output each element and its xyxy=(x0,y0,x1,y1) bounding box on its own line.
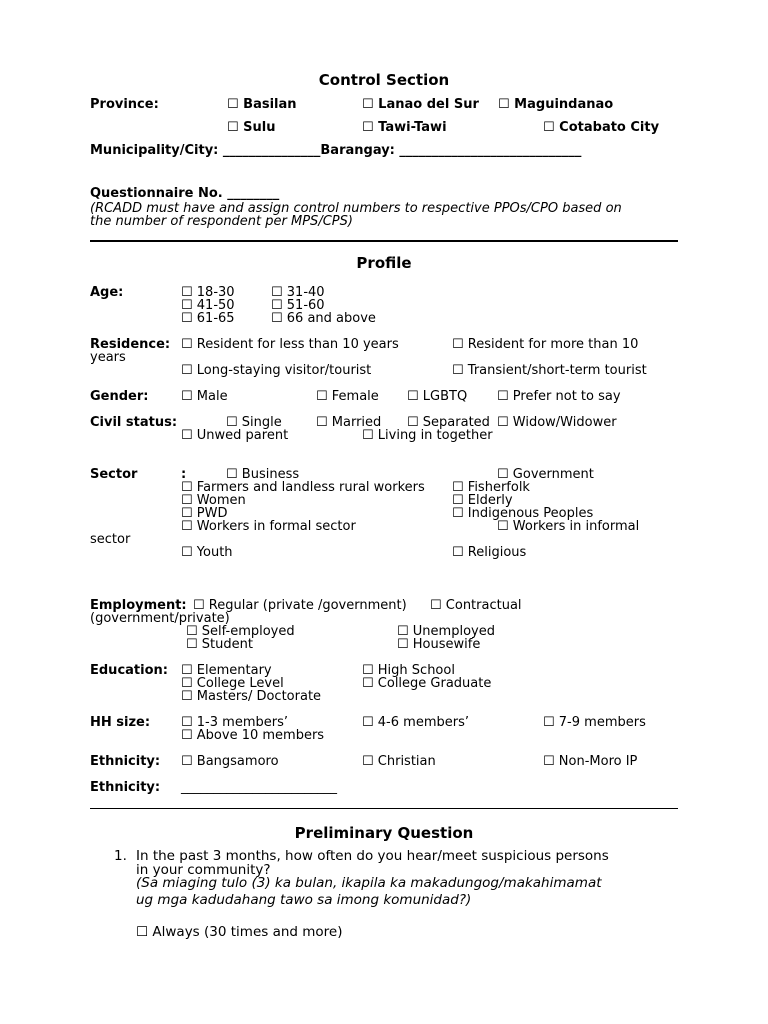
civil-option-widow[interactable]: ☐ Widow/Widower xyxy=(497,415,617,430)
age-label: Age: xyxy=(90,285,124,300)
ethnicity-option-christian[interactable]: ☐ Christian xyxy=(362,754,436,769)
sector-option-women[interactable]: ☐ Women xyxy=(181,493,246,508)
sector-option-pwd[interactable]: ☐ PWD xyxy=(181,506,228,521)
municipality-barangay-line[interactable]: Municipality/City: _______________Barangay: ____________________________ xyxy=(90,143,582,158)
sector-option-informal-wrap: sector xyxy=(90,532,131,547)
education-option-elementary[interactable]: ☐ Elementary xyxy=(181,663,272,678)
gender-option-male[interactable]: ☐ Male xyxy=(181,389,228,404)
sector-option-elderly[interactable]: ☐ Elderly xyxy=(452,493,513,508)
civil-option-single[interactable]: ☐ Single xyxy=(226,415,282,430)
residence-option-less-10[interactable]: ☐ Resident for less than 10 years xyxy=(181,337,399,352)
age-option-31-40[interactable]: ☐ 31-40 xyxy=(271,285,325,300)
ethnicity-label: Ethnicity: xyxy=(90,754,161,769)
profile-title: Profile xyxy=(356,254,412,272)
employment-label: Employment: xyxy=(90,598,187,613)
age-option-51-60[interactable]: ☐ 51-60 xyxy=(271,298,325,313)
questionnaire-number-line[interactable]: Questionnaire No. ________ xyxy=(90,186,280,201)
sector-option-business[interactable]: ☐ Business xyxy=(226,467,300,482)
control-section-title: Control Section xyxy=(318,71,450,89)
province-option-basilan[interactable]: ☐ Basilan xyxy=(227,97,297,112)
ethnicity-other-label: Ethnicity: xyxy=(90,780,161,795)
ethnicity-option-non-moro-ip[interactable]: ☐ Non-Moro IP xyxy=(543,754,638,769)
sector-option-religious[interactable]: ☐ Religious xyxy=(452,545,527,560)
education-option-high-school[interactable]: ☐ High School xyxy=(362,663,455,678)
civil-option-married[interactable]: ☐ Married xyxy=(316,415,382,430)
employment-option-contractual[interactable]: ☐ Contractual xyxy=(430,598,522,613)
civil-option-unwed[interactable]: ☐ Unwed parent xyxy=(181,428,289,443)
section-divider-2 xyxy=(90,808,678,809)
residence-option-transient[interactable]: ☐ Transient/short-term tourist xyxy=(452,363,647,378)
residence-option-more-10[interactable]: ☐ Resident for more than 10 xyxy=(452,337,639,352)
hh-size-option-4-6[interactable]: ☐ 4-6 members’ xyxy=(362,715,469,730)
age-option-61-65[interactable]: ☐ 61-65 xyxy=(181,311,235,326)
preliminary-title: Preliminary Question xyxy=(294,824,474,842)
sector-option-informal[interactable]: ☐ Workers in informal xyxy=(497,519,640,534)
residence-label: Residence: xyxy=(90,337,171,352)
civil-option-living-together[interactable]: ☐ Living in together xyxy=(362,428,493,443)
employment-option-self-employed[interactable]: ☐ Self-employed xyxy=(186,624,295,639)
question-1-option-always[interactable]: ☐ Always (30 times and more) xyxy=(136,924,343,940)
ethnicity-other-blank[interactable]: ________________________ xyxy=(181,780,337,795)
control-note-line-1: (RCADD must have and assign control numbers to respective PPOs/CPO based on xyxy=(90,201,622,216)
province-option-lanao-del-sur[interactable]: ☐ Lanao del Sur xyxy=(362,97,479,112)
question-1-translation-1: (Sa miaging tulo (3) ka bulan, ikapila ka makadungog/makahimamat xyxy=(136,875,602,891)
province-option-tawi-tawi[interactable]: ☐ Tawi-Tawi xyxy=(362,120,447,135)
province-label: Province: xyxy=(90,97,159,112)
hh-size-option-1-3[interactable]: ☐ 1-3 members’ xyxy=(181,715,288,730)
residence-option-more-10-wrap: years xyxy=(90,350,126,365)
age-option-18-30[interactable]: ☐ 18-30 xyxy=(181,285,235,300)
employment-option-housewife[interactable]: ☐ Housewife xyxy=(397,637,481,652)
province-option-sulu[interactable]: ☐ Sulu xyxy=(227,120,276,135)
question-1-line-1: In the past 3 months, how often do you hear/meet suspicious persons xyxy=(136,848,609,864)
employment-option-student[interactable]: ☐ Student xyxy=(186,637,253,652)
employment-option-contractual-wrap: (government/private) xyxy=(90,611,230,626)
education-option-college-level[interactable]: ☐ College Level xyxy=(181,676,284,691)
province-option-cotabato-city[interactable]: ☐ Cotabato City xyxy=(543,120,660,135)
question-1-line-2: in your community? xyxy=(136,862,271,878)
sector-label: Sector xyxy=(90,467,138,482)
province-option-maguindanao[interactable]: ☐ Maguindanao xyxy=(498,97,614,112)
education-option-college-graduate[interactable]: ☐ College Graduate xyxy=(362,676,492,691)
hh-size-option-above-10[interactable]: ☐ Above 10 members xyxy=(181,728,325,743)
gender-label: Gender: xyxy=(90,389,149,404)
sector-colon: : xyxy=(181,467,187,482)
employment-option-regular[interactable]: ☐ Regular (private /government) xyxy=(193,598,407,613)
education-label: Education: xyxy=(90,663,168,678)
gender-option-female[interactable]: ☐ Female xyxy=(316,389,379,404)
hh-size-option-7-9[interactable]: ☐ 7-9 members xyxy=(543,715,646,730)
question-1-translation-2: ug mga kadudahang tawo sa imong komunidad?) xyxy=(136,892,472,908)
sector-option-youth[interactable]: ☐ Youth xyxy=(181,545,233,560)
question-number: 1. xyxy=(114,848,127,864)
gender-option-prefer-not[interactable]: ☐ Prefer not to say xyxy=(497,389,621,404)
employment-option-unemployed[interactable]: ☐ Unemployed xyxy=(397,624,495,639)
education-option-masters[interactable]: ☐ Masters/ Doctorate xyxy=(181,689,322,704)
sector-option-farmers[interactable]: ☐ Farmers and landless rural workers xyxy=(181,480,425,495)
civil-status-label: Civil status: xyxy=(90,415,178,430)
ethnicity-option-bangsamoro[interactable]: ☐ Bangsamoro xyxy=(181,754,279,769)
age-option-41-50[interactable]: ☐ 41-50 xyxy=(181,298,235,313)
residence-option-visitor[interactable]: ☐ Long-staying visitor/tourist xyxy=(181,363,372,378)
age-option-66-above[interactable]: ☐ 66 and above xyxy=(271,311,376,326)
civil-option-separated[interactable]: ☐ Separated xyxy=(407,415,490,430)
sector-option-formal[interactable]: ☐ Workers in formal sector xyxy=(181,519,356,534)
sector-option-indigenous[interactable]: ☐ Indigenous Peoples xyxy=(452,506,594,521)
sector-option-fisherfolk[interactable]: ☐ Fisherfolk xyxy=(452,480,530,495)
gender-option-lgbtq[interactable]: ☐ LGBTQ xyxy=(407,389,468,404)
section-divider xyxy=(90,240,678,242)
control-note-line-2: the number of respondent per MPS/CPS) xyxy=(90,214,353,229)
hh-size-label: HH size: xyxy=(90,715,151,730)
sector-option-government[interactable]: ☐ Government xyxy=(497,467,594,482)
